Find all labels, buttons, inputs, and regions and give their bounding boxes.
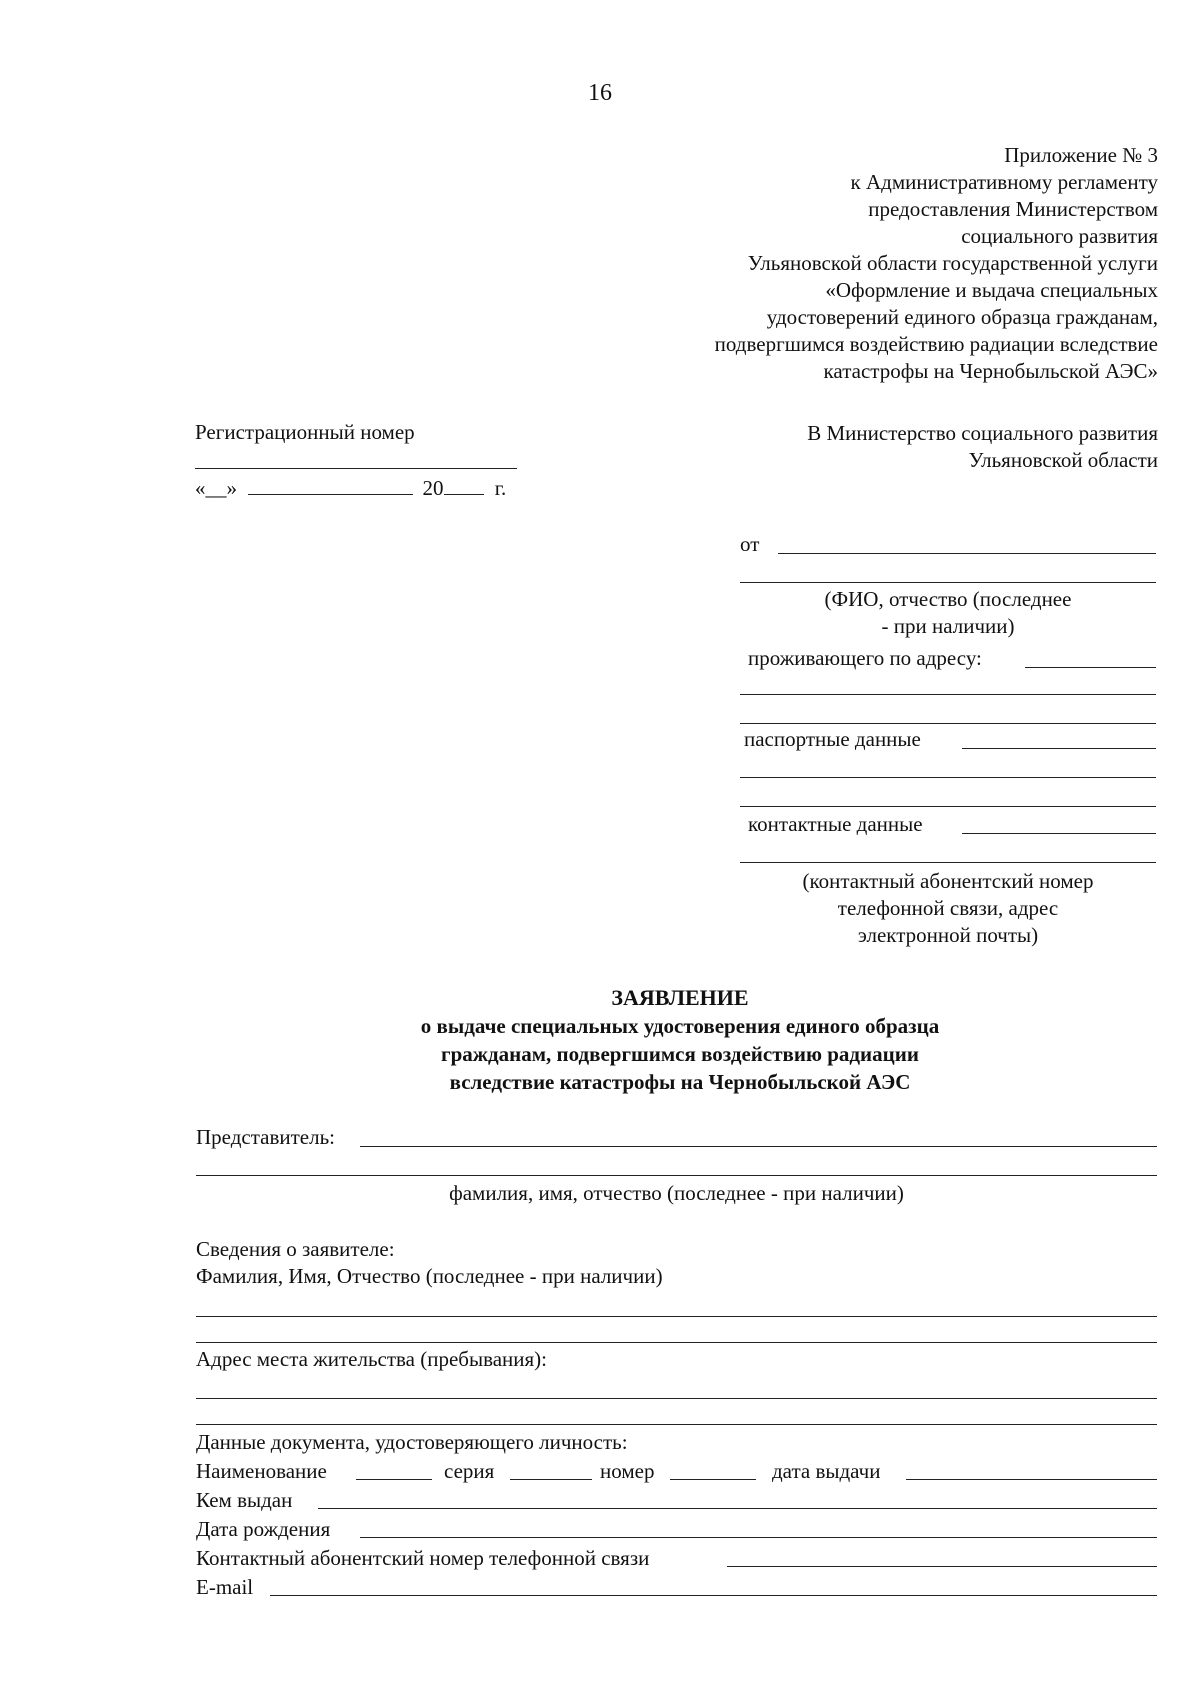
fio-hint: [740, 586, 1156, 640]
applicant-fio-field[interactable]: [196, 1316, 1157, 1317]
passport-field-2[interactable]: [740, 777, 1156, 778]
phone-field[interactable]: [727, 1566, 1157, 1567]
registration-number-field[interactable]: [195, 468, 517, 469]
registration-date: [195, 475, 506, 502]
applicant-fio-field-2[interactable]: [196, 1342, 1157, 1343]
doc-series-label: серия: [444, 1459, 495, 1483]
addressee-line: В Министерство социального развития: [807, 421, 1158, 445]
birth-date-label: Дата рождения: [196, 1517, 331, 1541]
issued-by-field[interactable]: [318, 1508, 1157, 1509]
doc-heading: Данные документа, удостоверяющего личность:: [196, 1430, 628, 1454]
registration-label: Регистрационный номер: [195, 420, 415, 444]
doc-name-field[interactable]: [356, 1479, 432, 1480]
from-field-2[interactable]: [740, 582, 1156, 583]
addressee-line: Ульяновской области: [968, 448, 1158, 472]
fio-hint-line: - при наличии): [881, 614, 1015, 638]
doc-series-field[interactable]: [510, 1479, 592, 1480]
applicant-address-label: Адрес места жительства (пребывания):: [196, 1347, 548, 1371]
appendix-line: катастрофы на Чернобыльской АЭС»: [823, 359, 1158, 383]
contact-hint: [740, 868, 1156, 949]
passport-field[interactable]: [962, 748, 1156, 749]
appendix-line: Ульяновской области государственной услуги: [747, 251, 1158, 275]
appendix-line: «Оформление и выдача специальных: [825, 278, 1158, 302]
appendix-line: предоставления Министерством: [868, 197, 1158, 221]
representative-field[interactable]: [360, 1146, 1157, 1147]
fio-hint-line: (ФИО, отчество (последнее: [824, 587, 1072, 611]
addressee: [807, 420, 1158, 474]
year-prefix: 20: [422, 476, 444, 500]
contact-field-2[interactable]: [740, 862, 1156, 863]
contact-hint-line: электронной почты): [857, 923, 1039, 947]
date-year-field[interactable]: [444, 476, 484, 495]
birth-date-field[interactable]: [360, 1537, 1157, 1538]
doc-name-label: Наименование: [196, 1459, 327, 1483]
email-field[interactable]: [270, 1595, 1157, 1596]
doc-number-field[interactable]: [670, 1479, 756, 1480]
appendix-line: к Административному регламенту: [850, 170, 1158, 194]
appendix-line: социального развития: [961, 224, 1158, 248]
contact-hint-line: телефонной связи, адрес: [837, 896, 1059, 920]
representative-hint: фамилия, имя, отчество (последнее - при наличии): [449, 1181, 904, 1205]
applicant-address-field-2[interactable]: [196, 1424, 1157, 1425]
applicant-heading: Сведения о заявителе:: [196, 1237, 395, 1261]
address-field-2[interactable]: [740, 694, 1156, 695]
address-field-3[interactable]: [740, 723, 1156, 724]
document-title: ЗАЯВЛЕНИЕ: [611, 985, 749, 1010]
doc-issue-date-label: дата выдачи: [772, 1459, 881, 1483]
subtitle-line: гражданам, подвергшимся воздействию радиации: [441, 1042, 919, 1066]
subtitle-line: о выдаче специальных удостоверения единого образца: [420, 1014, 940, 1038]
representative-field-2[interactable]: [196, 1175, 1157, 1176]
passport-field-3[interactable]: [740, 806, 1156, 807]
passport-label: паспортные данные: [744, 727, 921, 751]
issued-by-label: Кем выдан: [196, 1488, 293, 1512]
from-field[interactable]: [778, 553, 1156, 554]
contact-hint-line: (контактный абонентский номер: [802, 869, 1094, 893]
from-label: от: [740, 532, 760, 556]
address-label: проживающего по адресу:: [748, 646, 982, 670]
date-day[interactable]: «__»: [195, 476, 237, 500]
doc-issue-date-field[interactable]: [906, 1479, 1157, 1480]
year-suffix: г.: [494, 476, 507, 500]
document-subtitle: [0, 1012, 1200, 1096]
phone-label: Контактный абонентский номер телефонной связи: [196, 1546, 650, 1570]
appendix-line: Приложение № 3: [1004, 143, 1158, 167]
page-number: 16: [588, 80, 612, 106]
email-label: E-mail: [196, 1575, 254, 1599]
subtitle-line: вследствие катастрофы на Чернобыльской АЭС: [449, 1070, 911, 1094]
representative-label: Представитель:: [196, 1125, 336, 1149]
appendix-line: удостоверений единого образца гражданам,: [766, 305, 1158, 329]
date-month-field[interactable]: [248, 476, 413, 495]
applicant-fio-label: Фамилия, Имя, Отчество (последнее - при наличии): [196, 1264, 663, 1288]
doc-number-label: номер: [600, 1459, 655, 1483]
appendix-line: подвергшимся воздействию радиации вследствие: [714, 332, 1158, 356]
applicant-address-field[interactable]: [196, 1398, 1157, 1399]
address-field[interactable]: [1025, 667, 1156, 668]
contact-field[interactable]: [962, 833, 1156, 834]
appendix-block: [715, 142, 1158, 385]
contact-label: контактные данные: [748, 812, 923, 836]
